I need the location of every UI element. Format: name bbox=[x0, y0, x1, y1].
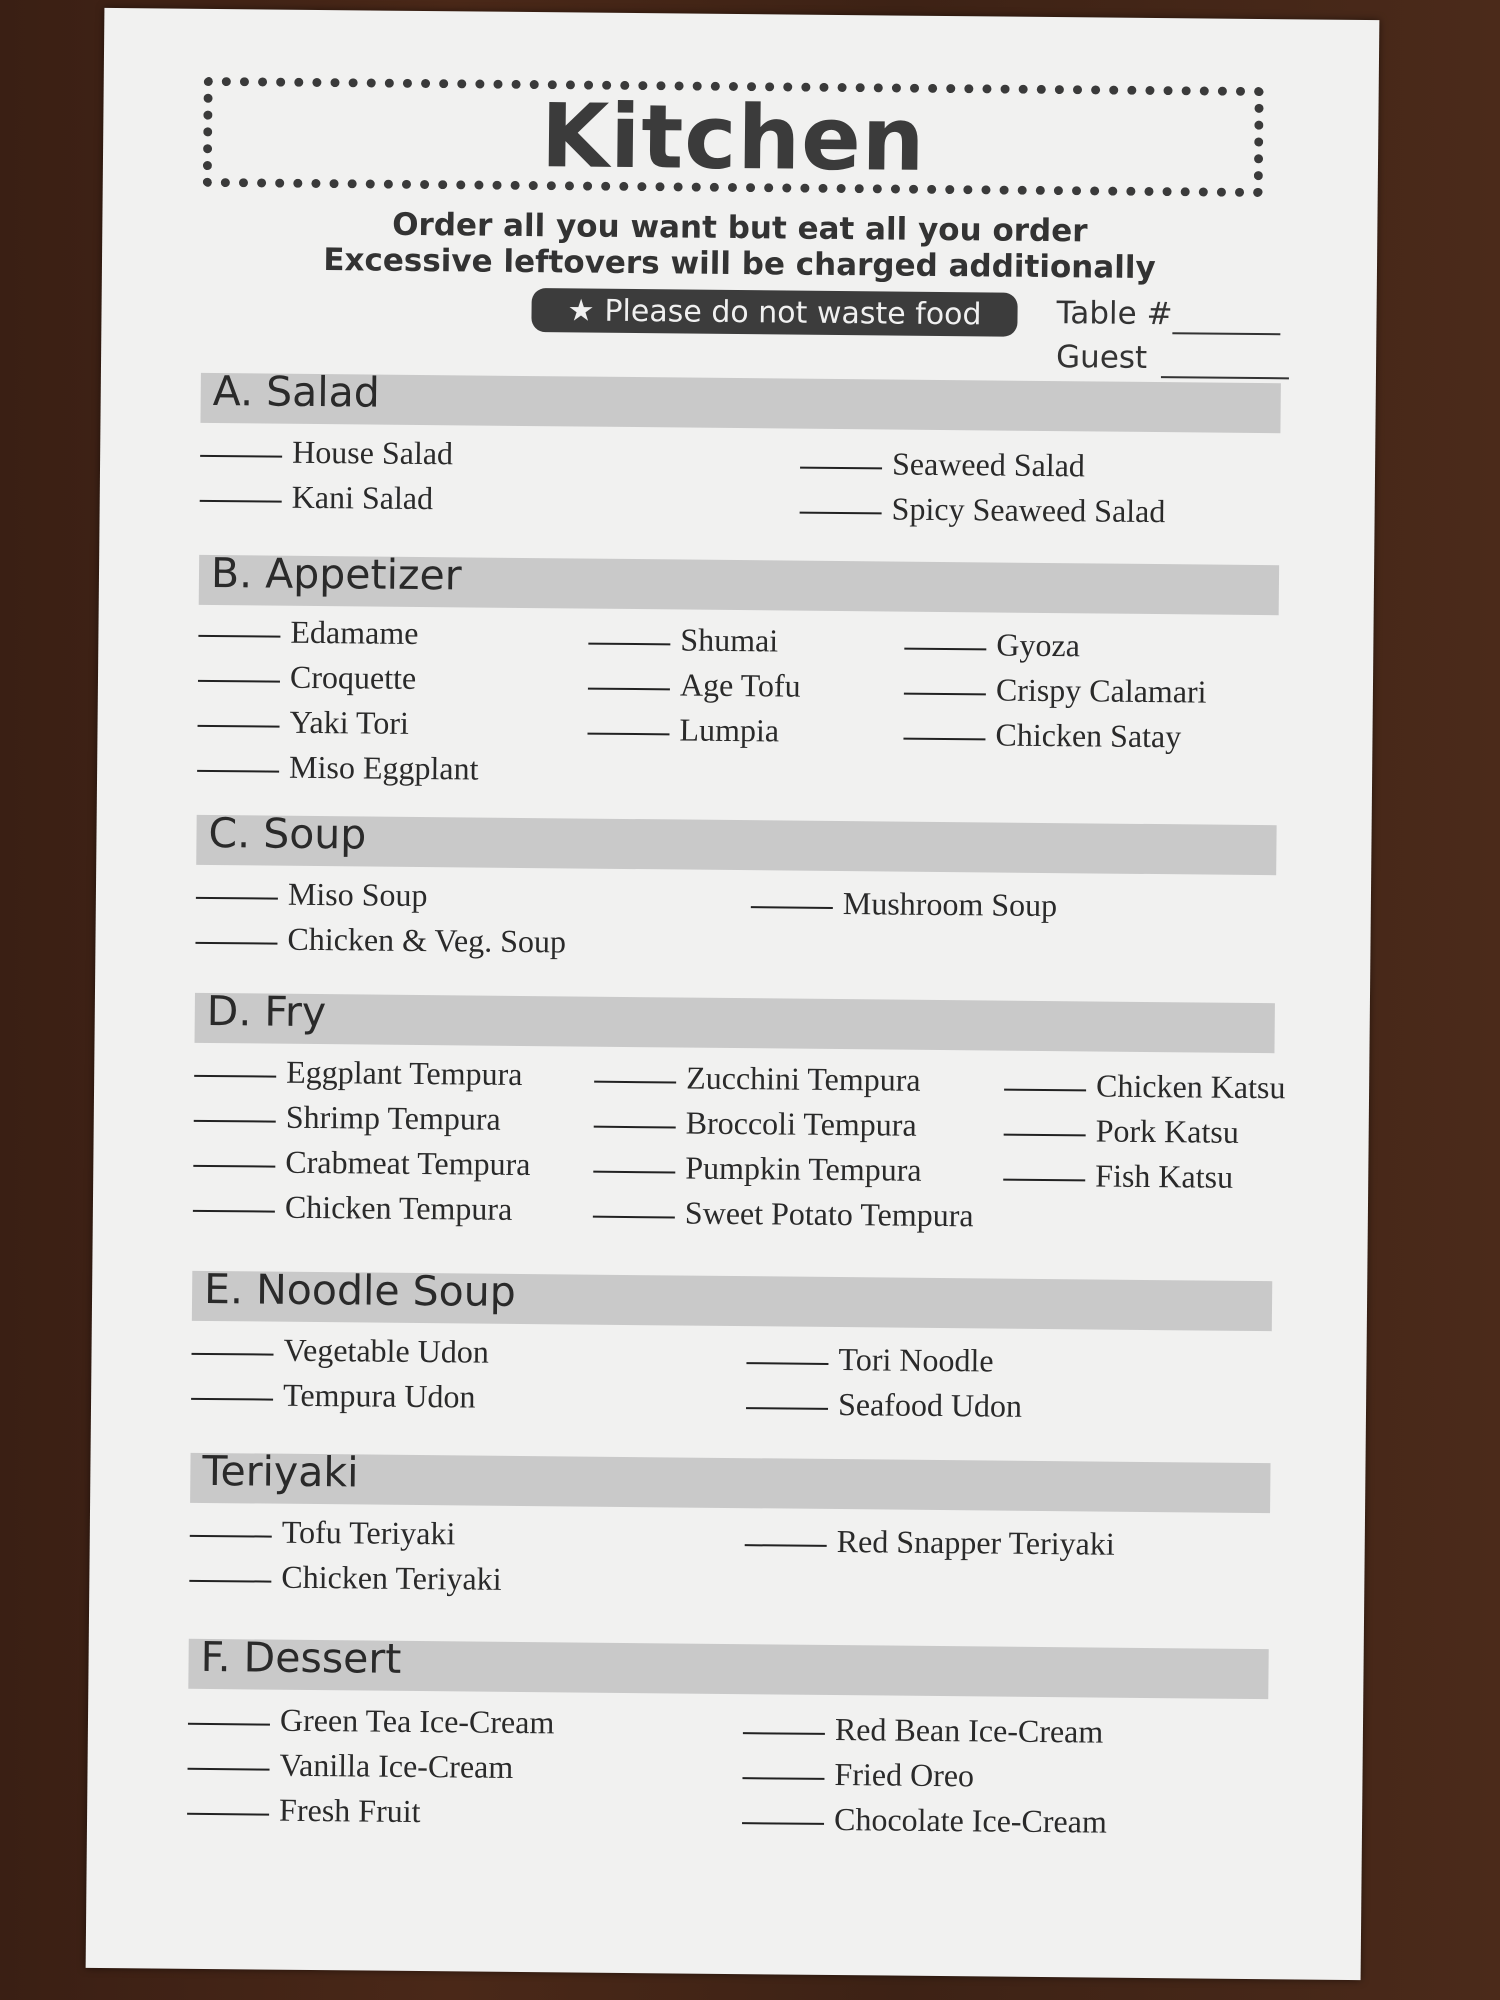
menu-item[interactable] bbox=[587, 707, 800, 754]
menu-item[interactable] bbox=[742, 1796, 1107, 1844]
star-icon: ★ bbox=[567, 292, 595, 329]
title-frame bbox=[203, 77, 1264, 197]
quantity-blank[interactable] bbox=[190, 1535, 272, 1538]
salad-column-2 bbox=[799, 441, 1166, 535]
quantity-blank[interactable] bbox=[594, 1081, 676, 1084]
menu-item[interactable] bbox=[198, 654, 480, 702]
menu-item[interactable] bbox=[191, 1327, 489, 1375]
menu-item[interactable] bbox=[194, 1049, 531, 1097]
item-label: Fresh Fruit bbox=[278, 1791, 421, 1830]
item-label: Sweet Potato Tempura bbox=[684, 1194, 974, 1234]
menu-item[interactable] bbox=[200, 474, 453, 521]
menu-item[interactable] bbox=[594, 1100, 975, 1149]
section-appetizer bbox=[199, 548, 1279, 615]
item-label: Yaki Tori bbox=[289, 703, 410, 741]
item-label: Zucchini Tempura bbox=[686, 1059, 921, 1098]
menu-item[interactable] bbox=[189, 1554, 502, 1602]
item-label: Shrimp Tempura bbox=[285, 1098, 501, 1137]
guest-label: Guest bbox=[1055, 339, 1148, 376]
item-label: Pumpkin Tempura bbox=[685, 1149, 922, 1188]
item-label: Miso Eggplant bbox=[288, 748, 479, 787]
section-title: Teriyaki bbox=[202, 1446, 359, 1497]
section-dessert bbox=[188, 1632, 1268, 1699]
menu-item[interactable] bbox=[194, 1094, 531, 1142]
quantity-blank[interactable] bbox=[1003, 1179, 1085, 1182]
quantity-blank[interactable] bbox=[196, 897, 278, 900]
item-label: Gyoza bbox=[996, 626, 1081, 664]
guest-field[interactable] bbox=[1056, 339, 1289, 379]
menu-order-sheet bbox=[86, 8, 1380, 1980]
fry-column-3 bbox=[1003, 1063, 1286, 1201]
item-label: Seaweed Salad bbox=[891, 445, 1086, 484]
section-title: E. Noodle Soup bbox=[203, 1264, 516, 1316]
item-label: Chicken & Veg. Soup bbox=[287, 920, 567, 960]
item-label: Vegetable Udon bbox=[283, 1331, 489, 1370]
quantity-blank[interactable] bbox=[588, 688, 670, 691]
item-label: Lumpia bbox=[679, 711, 780, 749]
quantity-blank[interactable] bbox=[588, 643, 670, 646]
quantity-blank[interactable] bbox=[746, 1362, 828, 1365]
page-title: Kitchen bbox=[540, 83, 926, 191]
quantity-blank[interactable] bbox=[191, 1398, 273, 1401]
menu-item[interactable] bbox=[746, 1381, 1022, 1429]
menu-item[interactable] bbox=[191, 1372, 489, 1420]
quantity-blank[interactable] bbox=[903, 738, 985, 741]
quantity-blank[interactable] bbox=[188, 1723, 270, 1726]
menu-item[interactable] bbox=[1003, 1108, 1285, 1156]
quantity-blank[interactable] bbox=[198, 635, 280, 638]
menu-item[interactable] bbox=[588, 617, 801, 664]
table-label: Table # bbox=[1056, 295, 1173, 333]
item-label: Tori Noodle bbox=[838, 1341, 994, 1379]
quantity-blank[interactable] bbox=[200, 455, 282, 458]
item-label: Mushroom Soup bbox=[842, 885, 1058, 924]
section-salad bbox=[200, 366, 1280, 433]
item-label: Seafood Udon bbox=[837, 1386, 1023, 1424]
menu-item[interactable] bbox=[1004, 1063, 1286, 1111]
section-title: C. Soup bbox=[208, 808, 367, 859]
quantity-blank[interactable] bbox=[194, 1075, 276, 1078]
appetizer-column-1 bbox=[197, 609, 480, 792]
guest-blank[interactable] bbox=[1161, 340, 1289, 379]
item-label: Age Tofu bbox=[679, 666, 801, 704]
item-label: Broccoli Tempura bbox=[685, 1104, 917, 1143]
notice-badge bbox=[531, 288, 1017, 337]
instruction-line-2: Excessive leftovers will be charged additionally bbox=[323, 242, 1156, 287]
menu-item[interactable] bbox=[743, 1706, 1108, 1754]
dessert-column-1 bbox=[187, 1697, 555, 1836]
section-noodle-soup bbox=[192, 1264, 1272, 1331]
menu-item[interactable] bbox=[593, 1190, 974, 1239]
quantity-blank[interactable] bbox=[188, 1768, 270, 1771]
item-label: Pork Katsu bbox=[1095, 1112, 1239, 1150]
quantity-blank[interactable] bbox=[192, 1353, 274, 1356]
quantity-blank[interactable] bbox=[187, 1813, 269, 1816]
item-label: Chicken Satay bbox=[995, 716, 1182, 755]
soup-column-1 bbox=[195, 871, 566, 965]
menu-item[interactable] bbox=[594, 1055, 975, 1104]
section-fry bbox=[195, 986, 1275, 1053]
notice-text: Please do not waste food bbox=[604, 293, 982, 332]
quantity-blank[interactable] bbox=[189, 1580, 271, 1583]
section-title: D. Fry bbox=[206, 986, 327, 1037]
item-label: Chicken Tempura bbox=[284, 1188, 513, 1227]
menu-item[interactable] bbox=[799, 486, 1165, 535]
menu-item[interactable] bbox=[200, 429, 453, 476]
dessert-column-2 bbox=[742, 1706, 1108, 1844]
table-number-field[interactable] bbox=[1056, 295, 1280, 335]
item-label: Crabmeat Tempura bbox=[285, 1143, 531, 1183]
teriyaki-column-1 bbox=[189, 1509, 502, 1602]
menu-item[interactable] bbox=[193, 1139, 530, 1187]
menu-item[interactable] bbox=[588, 662, 801, 709]
instruction-line-1: Order all you want but eat all you order bbox=[392, 206, 1088, 250]
section-title: A. Salad bbox=[212, 366, 381, 417]
menu-item[interactable] bbox=[187, 1787, 554, 1836]
item-label: Spicy Seaweed Salad bbox=[891, 490, 1166, 530]
menu-item[interactable] bbox=[904, 667, 1207, 715]
quantity-blank[interactable] bbox=[745, 1544, 827, 1547]
noodle-column-1 bbox=[191, 1327, 489, 1420]
item-label: Chocolate Ice-Cream bbox=[833, 1801, 1107, 1840]
item-label: Eggplant Tempura bbox=[286, 1053, 523, 1092]
item-label: Miso Soup bbox=[287, 875, 428, 914]
menu-item[interactable] bbox=[188, 1697, 555, 1746]
quantity-blank[interactable] bbox=[742, 1777, 824, 1780]
item-label: Tofu Teriyaki bbox=[281, 1513, 456, 1552]
menu-item[interactable] bbox=[742, 1751, 1107, 1799]
menu-item[interactable] bbox=[746, 1336, 1022, 1384]
quantity-blank[interactable] bbox=[195, 942, 277, 945]
salad-column-1 bbox=[200, 429, 454, 521]
section-title: B. Appetizer bbox=[210, 548, 462, 600]
menu-item[interactable] bbox=[800, 441, 1166, 490]
quantity-blank[interactable] bbox=[800, 467, 882, 470]
menu-item[interactable] bbox=[197, 744, 479, 792]
quantity-blank[interactable] bbox=[198, 680, 280, 683]
menu-item[interactable] bbox=[751, 880, 1058, 928]
appetizer-column-2 bbox=[587, 617, 801, 754]
menu-item[interactable] bbox=[904, 622, 1207, 670]
soup-column-2 bbox=[751, 880, 1058, 928]
item-label: Tempura Udon bbox=[282, 1376, 476, 1415]
section-teriyaki bbox=[190, 1446, 1270, 1513]
quantity-blank[interactable] bbox=[587, 733, 669, 736]
quantity-blank[interactable] bbox=[594, 1126, 676, 1129]
quantity-blank[interactable] bbox=[193, 1210, 275, 1213]
menu-item[interactable] bbox=[187, 1742, 554, 1791]
item-label: Red Bean Ice-Cream bbox=[834, 1711, 1104, 1750]
quantity-blank[interactable] bbox=[746, 1407, 828, 1410]
item-label: Red Snapper Teriyaki bbox=[836, 1523, 1115, 1562]
menu-item[interactable] bbox=[196, 871, 567, 920]
item-label: Croquette bbox=[289, 658, 417, 696]
menu-item[interactable] bbox=[198, 609, 480, 657]
teriyaki-column-2 bbox=[745, 1518, 1115, 1567]
item-label: Crispy Calamari bbox=[995, 671, 1207, 710]
noodle-column-2 bbox=[746, 1336, 1023, 1429]
menu-item[interactable] bbox=[190, 1509, 503, 1557]
item-label: Vanilla Ice-Cream bbox=[279, 1746, 514, 1785]
quantity-blank[interactable] bbox=[197, 770, 279, 773]
item-label: Kani Salad bbox=[291, 478, 434, 517]
item-label: Fish Katsu bbox=[1095, 1157, 1234, 1195]
item-label: Edamame bbox=[290, 613, 419, 651]
quantity-blank[interactable] bbox=[1004, 1089, 1086, 1092]
item-label: Green Tea Ice-Cream bbox=[279, 1701, 555, 1741]
section-soup bbox=[196, 808, 1276, 875]
quantity-blank[interactable] bbox=[743, 1732, 825, 1735]
quantity-blank[interactable] bbox=[904, 648, 986, 651]
quantity-blank[interactable] bbox=[751, 906, 833, 909]
fry-column-2 bbox=[593, 1055, 975, 1239]
quantity-blank[interactable] bbox=[198, 725, 280, 728]
table-number-blank[interactable] bbox=[1172, 296, 1280, 335]
quantity-blank[interactable] bbox=[200, 500, 282, 503]
menu-item[interactable] bbox=[197, 699, 479, 747]
quantity-blank[interactable] bbox=[1004, 1134, 1086, 1137]
quantity-blank[interactable] bbox=[193, 1165, 275, 1168]
fry-column-1 bbox=[193, 1049, 532, 1232]
menu-item[interactable] bbox=[195, 916, 566, 965]
menu-item[interactable] bbox=[1003, 1153, 1285, 1201]
quantity-blank[interactable] bbox=[194, 1120, 276, 1123]
quantity-blank[interactable] bbox=[593, 1171, 675, 1174]
menu-item[interactable] bbox=[193, 1184, 530, 1232]
quantity-blank[interactable] bbox=[742, 1822, 824, 1825]
menu-item[interactable] bbox=[593, 1145, 974, 1194]
menu-item[interactable] bbox=[903, 712, 1206, 760]
item-label: Shumai bbox=[680, 621, 779, 659]
item-label: Chicken Katsu bbox=[1095, 1067, 1286, 1106]
item-label: Fried Oreo bbox=[834, 1756, 975, 1794]
menu-item[interactable] bbox=[745, 1518, 1115, 1567]
appetizer-column-3 bbox=[903, 622, 1207, 760]
quantity-blank[interactable] bbox=[593, 1216, 675, 1219]
quantity-blank[interactable] bbox=[904, 693, 986, 696]
quantity-blank[interactable] bbox=[800, 512, 882, 515]
section-title: F. Dessert bbox=[200, 1632, 402, 1683]
item-label: House Salad bbox=[292, 433, 454, 472]
item-label: Chicken Teriyaki bbox=[281, 1558, 502, 1597]
